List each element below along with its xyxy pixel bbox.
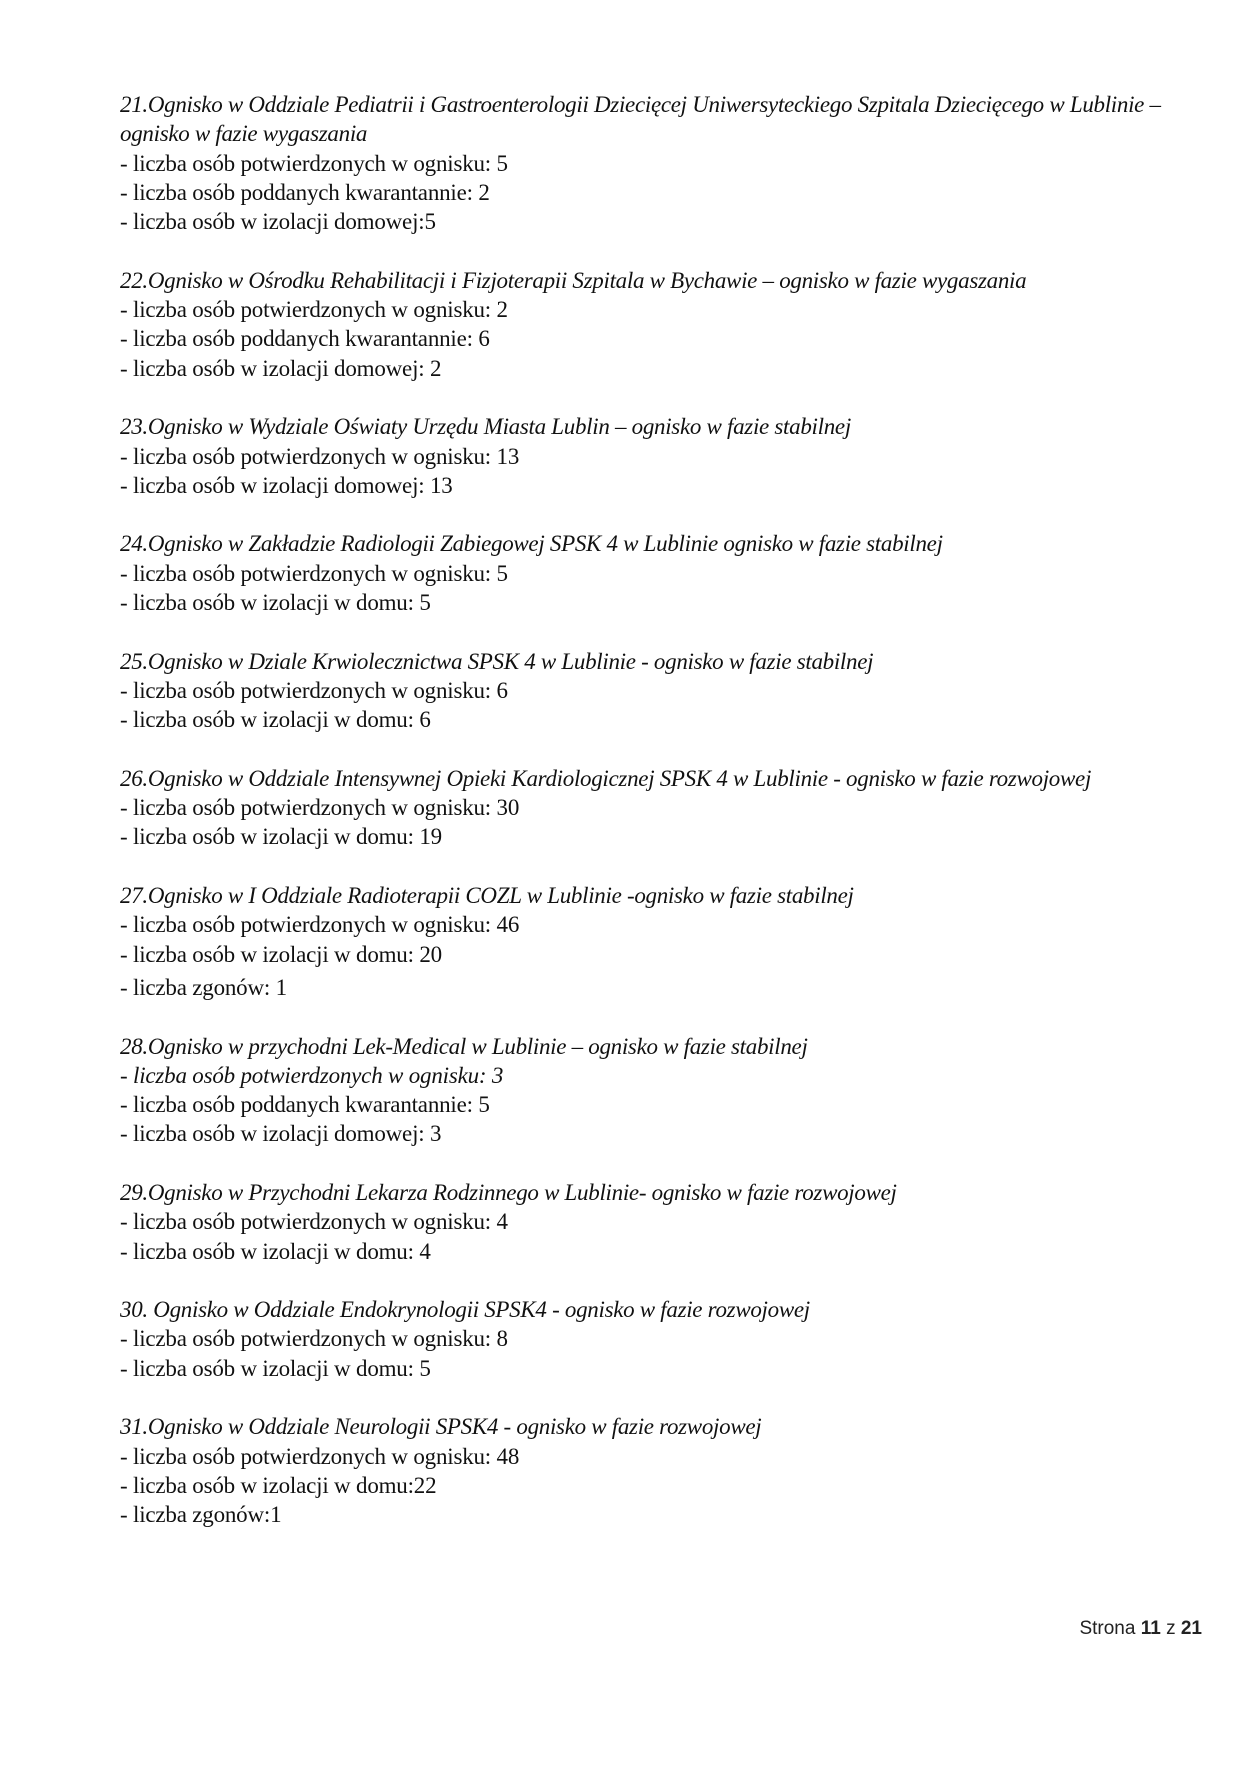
item-line: - liczba osób poddanych kwarantannie: 5 [120,1092,490,1118]
item-line: - liczba osób potwierdzonych w ognisku: 46 [120,912,520,938]
outbreak-item [120,529,1190,617]
item-line: - liczba osób w izolacji w domu: 5 [120,590,431,616]
item-header: 22.Ognisko w Ośrodku Rehabilitacji i Fizjoterapii Szpitala w Bychawie – ognisko w fazie wygaszania [120,267,1027,293]
item-line: - liczba osób w izolacji domowej: 2 [120,355,442,381]
outbreak-item [120,90,1190,236]
outbreak-item [120,647,1190,735]
item-line: - liczba osób poddanych kwarantannie: 2 [120,179,490,205]
item-header: 25.Ognisko w Dziale Krwiolecznictwa SPSK 4 w Lublinie - ognisko w fazie stabilnej [120,648,874,674]
item-line: - liczba osób w izolacji domowej: 13 [120,472,453,498]
item-line: - liczba zgonów: 1 [120,974,287,1000]
page-sep: z [1166,1618,1176,1639]
item-line: - liczba osób potwierdzonych w ognisku: 8 [120,1326,508,1352]
outbreak-item [120,412,1190,500]
item-line: - liczba osób potwierdzonych w ognisku: 6 [120,677,508,703]
total-pages: 21 [1180,1618,1202,1639]
item-line: - liczba osób potwierdzonych w ognisku: 4 [120,1209,508,1235]
current-page: 11 [1140,1618,1161,1639]
item-line: - liczba osób potwierdzonych w ognisku: 5 [120,560,508,586]
item-header: 23.Ognisko w Wydziale Oświaty Urzędu Miasta Lublin – ognisko w fazie stabilnej [120,414,851,440]
outbreak-item [120,266,1190,383]
page-prefix: Strona [1079,1618,1136,1639]
item-line: - liczba osób potwierdzonych w ognisku: 3 [120,1062,504,1088]
item-header: 28.Ognisko w przychodni Lek-Medical w Lublinie – ognisko w fazie stabilnej [120,1033,808,1059]
outbreak-item [120,881,1190,1002]
document-body [120,90,1190,1559]
outbreak-item [120,764,1190,852]
item-header: 31.Ognisko w Oddziale Neurologii SPSK4 - ognisko w fazie rozwojowej [120,1414,762,1440]
item-header: 24.Ognisko w Zakładzie Radiologii Zabiegowej SPSK 4 w Lublinie ognisko w fazie stabilnej [120,531,943,557]
item-line: - liczba osób w izolacji w domu:22 [120,1472,437,1498]
page-number [1079,1618,1202,1640]
item-header: 29.Ognisko w Przychodni Lekarza Rodzinnego w Lublinie- ognisko w fazie rozwojowej [120,1179,897,1205]
item-line: - liczba osób potwierdzonych w ognisku: 5 [120,150,508,176]
item-line: - liczba osób potwierdzonych w ognisku: 48 [120,1443,520,1469]
item-line: - liczba osób poddanych kwarantannie: 6 [120,326,490,352]
outbreak-item [120,1032,1190,1149]
item-header: 21.Ognisko w Oddziale Pediatrii i Gastroenterologii Dziecięcej Uniwersyteckiego Szpitala Dziecięcego w Lublinie – ognisko w fazie wygaszania [120,92,1161,147]
item-line: - liczba osób w izolacji w domu: 20 [120,941,442,967]
item-line: - liczba osób potwierdzonych w ognisku: 30 [120,795,520,821]
item-header: 26.Ognisko w Oddziale Intensywnej Opieki Kardiologicznej SPSK 4 w Lublinie - ognisko w fazie rozwojowej [120,765,1092,791]
item-header: 27.Ognisko w I Oddziale Radioterapii COZL w Lublinie -ognisko w fazie stabilnej [120,883,854,909]
outbreak-item [120,1412,1190,1529]
item-header: 30. Ognisko w Oddziale Endokrynologii SPSK4 - ognisko w fazie rozwojowej [120,1297,810,1323]
item-line: - liczba osób w izolacji w domu: 5 [120,1355,431,1381]
item-line: - liczba osób w izolacji domowej: 3 [120,1121,442,1147]
item-line: - liczba zgonów:1 [120,1502,282,1528]
item-line: - liczba osób potwierdzonych w ognisku: 2 [120,297,508,323]
outbreak-item [120,1178,1190,1266]
outbreak-item [120,1295,1190,1383]
item-line: - liczba osób w izolacji w domu: 19 [120,824,442,850]
item-line: - liczba osób w izolacji w domu: 4 [120,1238,431,1264]
item-line: - liczba osób w izolacji w domu: 6 [120,707,431,733]
item-line: - liczba osób w izolacji domowej:5 [120,209,436,235]
item-line: - liczba osób potwierdzonych w ognisku: 13 [120,443,520,469]
